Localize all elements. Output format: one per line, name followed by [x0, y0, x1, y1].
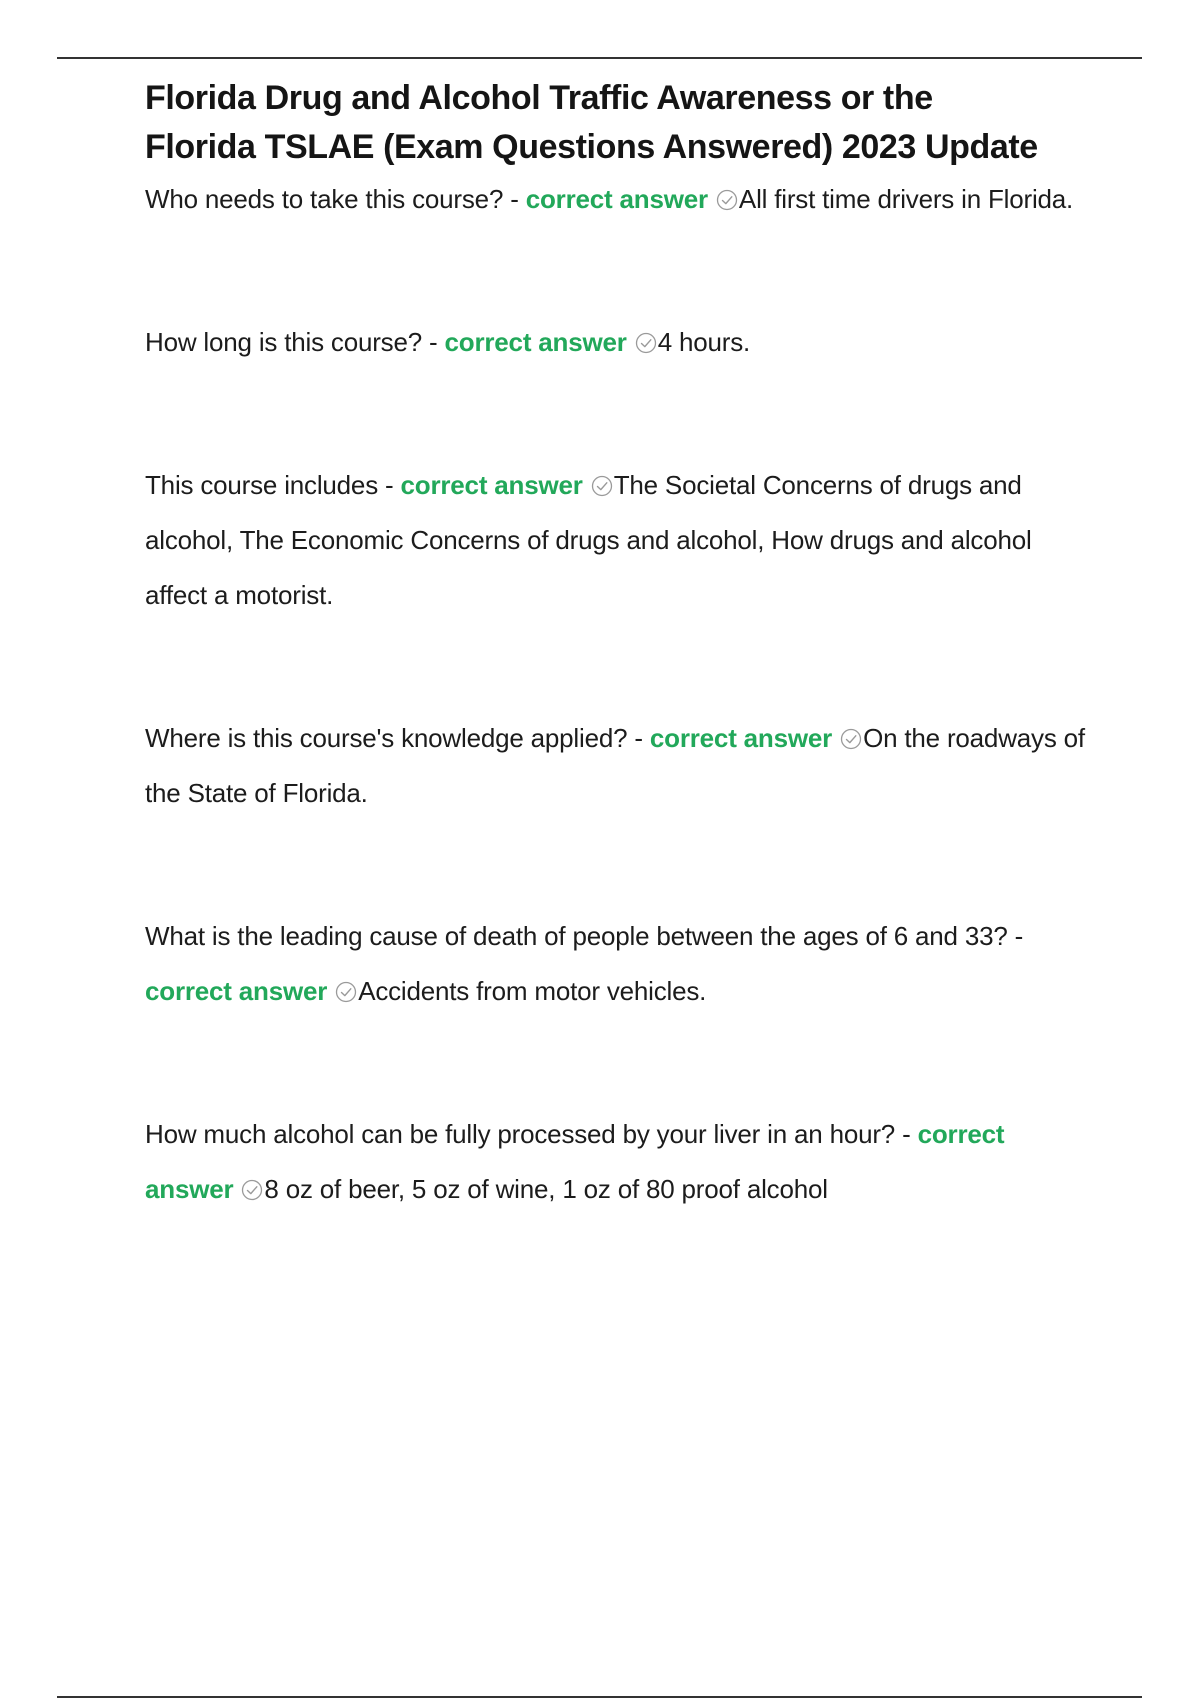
correct-answer-label: correct answer: [649, 723, 833, 753]
check-circle-icon: [840, 728, 862, 750]
check-circle-icon: [591, 475, 613, 497]
question-text: What is the leading cause of death of people between the ages of 6 and 33?: [145, 921, 1008, 951]
qa-item: This course includes - correct answer The Societal Concerns of drugs and alcohol, The Economic Concerns of drugs and alcohol, How drugs and alcohol affect a motorist.: [145, 470, 1032, 610]
answer-text: 4 hours.: [657, 327, 751, 357]
qa-item: Who needs to take this course? - correct answer All first time drivers in Florida.: [145, 184, 1074, 214]
qa-item: What is the leading cause of death of people between the ages of 6 and 33? - correct answer Accidents from motor vehicles.: [145, 921, 1024, 1006]
check-circle-icon: [241, 1179, 263, 1201]
answer-text: All first time drivers in Florida.: [738, 184, 1074, 214]
title-line-2: Florida TSLAE (Exam Questions Answered) 2023 Update: [145, 128, 1038, 166]
check-circle-icon: [635, 332, 657, 354]
correct-answer-label: correct answer: [145, 976, 328, 1006]
correct-answer-label: correct answer: [400, 470, 583, 500]
top-rule: [57, 57, 1142, 59]
answer-text: Accidents from motor vehicles.: [358, 976, 707, 1006]
question-text: Where is this course's knowledge applied?: [145, 723, 628, 753]
answer-text: 8 oz of beer, 5 oz of wine, 1 oz of 80 proof alcohol: [264, 1174, 828, 1204]
qa-item: Where is this course's knowledge applied? - correct answer On the roadways of the State of Florida.: [145, 723, 1085, 808]
question-text: Who needs to take this course?: [145, 184, 504, 214]
document-page: [145, 74, 1085, 1217]
qa-item: How much alcohol can be fully processed by your liver in an hour? - correct answer 8 oz of beer, 5 oz of wine, 1 oz of 80 proof alcohol: [145, 1119, 1005, 1204]
check-circle-icon: [335, 981, 357, 1003]
correct-answer-label: correct answer: [444, 327, 627, 357]
correct-answer-label: correct answer: [525, 184, 708, 214]
title-line-1: Florida Drug and Alcohol Traffic Awareness or the: [145, 79, 933, 117]
correct-answer-label: correct answer: [145, 1119, 1005, 1204]
question-text: How much alcohol can be fully processed by your liver in an hour?: [145, 1119, 896, 1149]
question-text: This course includes: [145, 470, 378, 500]
bottom-rule: [57, 1696, 1142, 1698]
document-title: [145, 74, 1085, 172]
qa-item: How long is this course? - correct answer 4 hours.: [145, 327, 751, 357]
answer-text: The Societal Concerns of drugs and alcohol, The Economic Concerns of drugs and alcohol, How drugs and alcohol affect a motorist.: [145, 470, 1032, 610]
answer-text: On the roadways of the State of Florida.: [145, 723, 1085, 808]
check-circle-icon: [716, 189, 738, 211]
question-text: How long is this course?: [145, 327, 422, 357]
